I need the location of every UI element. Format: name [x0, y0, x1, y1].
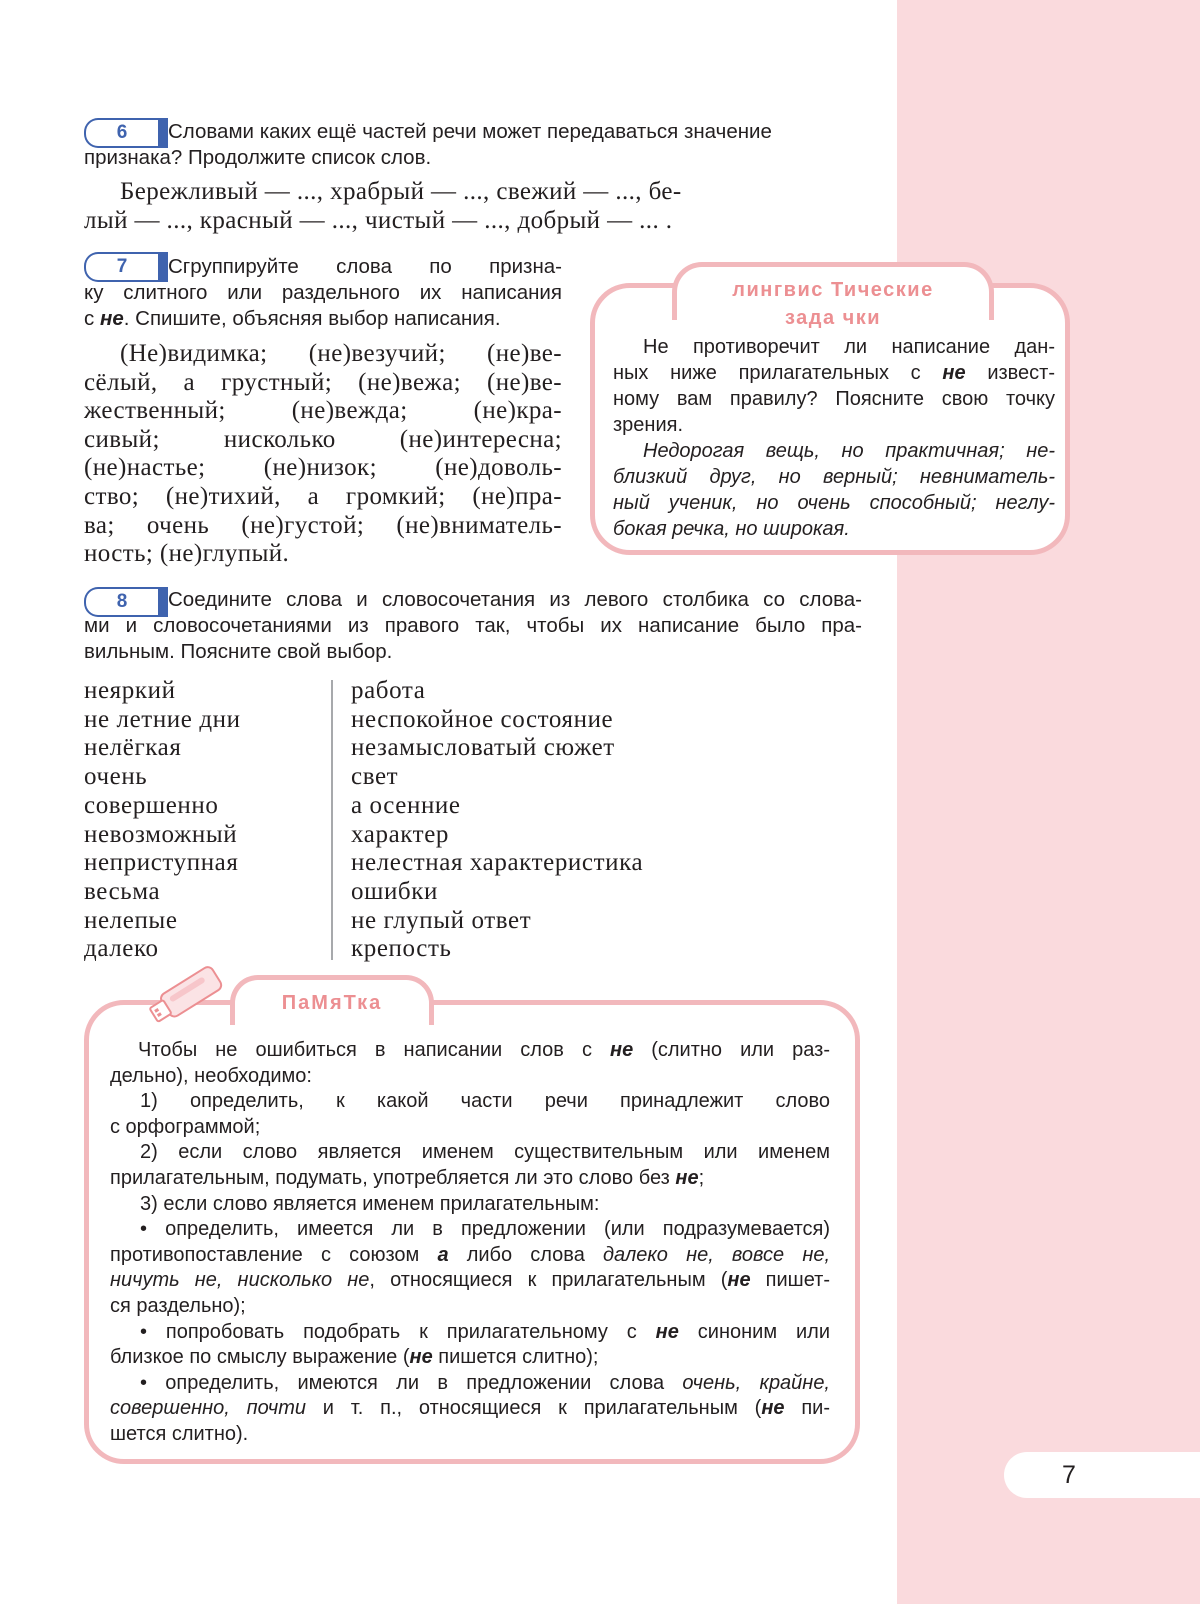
left-word: невозможный — [84, 820, 238, 848]
linguistic-tasks-title — [672, 276, 994, 332]
memo-line: 2) если слово является именем существительным или именем — [140, 1141, 830, 1164]
linguistic-question — [613, 334, 1055, 542]
linguistic-q-line: зрения. — [613, 414, 684, 436]
linguistic-title-line1: лингвис Тические — [732, 279, 934, 301]
linguistic-title-line2: зада чки — [784, 307, 882, 329]
task-6-prompt-line2: признака? Продолжите список слов. — [84, 146, 432, 169]
task-6-prompt-line1: Словами каких ещё частей речи может передаваться значение — [168, 120, 772, 143]
left-word: нелёгкая — [84, 734, 182, 762]
memo-line: близкое по смыслу выражение (не пишется слитно); — [110, 1346, 599, 1369]
memo-line: совершенно, почти и т. п., относящиеся к прилагательным (не пи- — [110, 1397, 830, 1420]
usb-flash-drive-icon — [140, 962, 232, 1028]
memo-title: ПаМяТка — [281, 992, 383, 1014]
task-7-prompt — [84, 254, 562, 332]
linguistic-example-line: бокая речка, но широкая. — [613, 518, 850, 540]
right-word: неспокойное состояние — [351, 705, 614, 733]
left-word: неприступная — [84, 849, 239, 877]
right-word: а осенние — [351, 791, 461, 819]
task-8-badge: 8 — [84, 587, 168, 617]
memo-text — [110, 1038, 830, 1448]
task-8-prompt-line: вильным. Поясните свой выбор. — [84, 640, 393, 663]
right-word: работа — [351, 677, 426, 704]
memo-line: дельно), необходимо: — [110, 1064, 312, 1087]
task-7-line: (Не)видимка; (не)везучий; (не)ве- — [120, 340, 562, 367]
memo-line: с орфограммой; — [110, 1115, 261, 1138]
right-word: не глупый ответ — [351, 906, 532, 934]
linguistic-q-line: Не противоречит ли написание дан- — [643, 336, 1055, 358]
right-word: ошибки — [351, 877, 438, 905]
left-word: не летние дни — [84, 705, 241, 733]
memo-line: прилагательным, подумать, употребляется ли это слово без не; — [110, 1166, 705, 1189]
task-7-line: сёлый, а грустный; (не)вежа; (не)ве- — [84, 368, 562, 396]
task-7-prompt-line3: с не. Спишите, объясняя выбор написания. — [84, 307, 501, 330]
right-word: крепость — [351, 935, 452, 963]
task-6-words-line2: лый — ..., красный — ..., чистый — ..., добрый — ... . — [84, 206, 673, 234]
task-6-prompt — [84, 119, 862, 171]
memo-line: противопоставление с союзом а либо слова далеко не, вовсе не, — [110, 1243, 831, 1266]
task-7-line: (не)настье; (не)низок; (не)доволь- — [84, 454, 562, 482]
linguistic-example-line: близкий друг, но верный; невниматель- — [613, 466, 1055, 488]
memo-line: • попробовать подобрать к прилагательному с не синоним или — [140, 1320, 830, 1343]
right-word: свет — [351, 763, 399, 791]
memo-line: • определить, имеется ли в предложении (или подразумевается) — [140, 1218, 830, 1241]
task-6-words-line1: Бережливый — ..., храбрый — ..., свежий — ..., бе- — [120, 178, 682, 205]
left-word: нелепые — [84, 906, 178, 934]
left-word-column — [84, 677, 241, 964]
memo-line: шется слитно). — [110, 1422, 249, 1445]
task-7-line: ность; (не)глупый. — [84, 540, 290, 568]
page-number: 7 — [1062, 1461, 1076, 1489]
linguistic-example-line: Недорогая вещь, но практичная; не- — [643, 440, 1055, 462]
right-word-column — [351, 677, 643, 964]
left-word: весьма — [84, 877, 161, 905]
column-divider — [331, 680, 333, 960]
linguistic-example-line: ный ученик, но очень способный; неглу- — [613, 492, 1055, 514]
memo-line: Чтобы не ошибиться в написании слов с не (слитно или раз- — [138, 1039, 830, 1061]
task-6-badge: 6 — [84, 118, 168, 148]
task-7-line: сивый; нисколько (не)интересна; — [84, 425, 562, 453]
left-word: неяркий — [84, 677, 176, 704]
right-word: характер — [351, 820, 450, 848]
linguistic-q-line: ных ниже прилагательных с не извест- — [613, 362, 1055, 384]
task-7-word-list — [84, 340, 562, 569]
left-word: далеко — [84, 935, 159, 963]
task-7-line: жественный; (не)вежда; (не)кра- — [84, 397, 562, 425]
left-word: совершенно — [84, 791, 219, 819]
task-7-prompt-line2: ку слитного или раздельного их написания — [84, 281, 562, 304]
left-word: очень — [84, 763, 148, 791]
task-7-badge: 7 — [84, 252, 168, 282]
right-word: нелестная характеристика — [351, 849, 644, 877]
memo-line: • определить, имеются ли в предложении слова очень, крайне, — [140, 1371, 830, 1394]
task-7-line: ва; очень (не)густой; (не)вниматель- — [84, 511, 562, 539]
task-8-prompt-line: ми и словосочетаниями из правого так, чтобы их написание было пра- — [84, 614, 862, 637]
linguistic-q-line: ному вам правилу? Поясните свою точку — [613, 388, 1055, 410]
task-8-prompt-line: Соедините слова и словосочетания из левого столбика со слова- — [168, 588, 862, 611]
task-6-word-list — [84, 178, 862, 235]
memo-line: ничуть не, нисколько не, относящиеся к прилагательным (не пишет- — [110, 1269, 830, 1292]
memo-line: 1) определить, к какой части речи принадлежит слово — [140, 1090, 830, 1113]
task-7-line: ство; (не)тихий, а громкий; (не)пра- — [84, 482, 562, 510]
task-8-prompt — [84, 587, 862, 665]
memo-line: ся раздельно); — [110, 1294, 246, 1317]
page-margin-strip — [897, 0, 1200, 1604]
task-7-prompt-line1: Сгруппируйте слова по призна- — [168, 255, 562, 278]
right-word: незамысловатый сюжет — [351, 734, 615, 762]
memo-line: 3) если слово является именем прилагательным: — [140, 1192, 600, 1215]
